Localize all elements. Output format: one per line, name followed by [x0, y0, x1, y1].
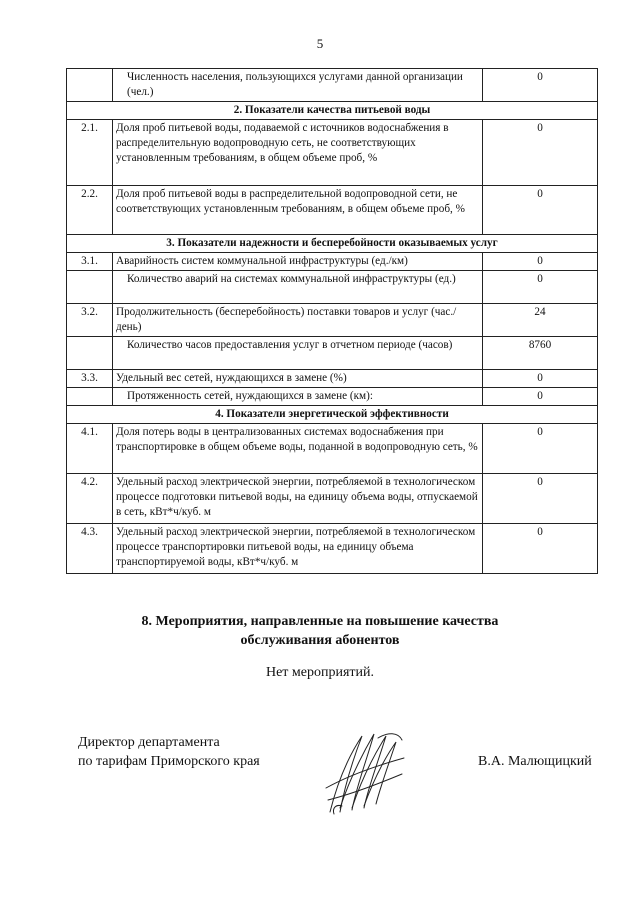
- indicator-name: Продолжительность (бесперебойность) поставки товаров и услуг (час./день): [113, 304, 483, 337]
- indicator-value: 0: [483, 69, 598, 102]
- indicator-value: 24: [483, 304, 598, 337]
- indicator-name: Доля потерь воды в централизованных системах водоснабжения при транспортировке в общем объеме воды, поданной в водопроводную сеть, %: [113, 424, 483, 474]
- row-number: [67, 271, 113, 304]
- row-number: 2.2.: [67, 186, 113, 235]
- section-title: 3. Показатели надежности и бесперебойности оказываемых услуг: [67, 235, 598, 253]
- row-number: 3.3.: [67, 370, 113, 388]
- row-number: [67, 337, 113, 370]
- indicators-table-body: [67, 69, 598, 574]
- indicator-value: 8760: [483, 337, 598, 370]
- indicator-name: Численность населения, пользующихся услугами данной организации (чел.): [113, 69, 483, 102]
- section-header-row: [67, 102, 598, 120]
- table-row: [67, 388, 598, 406]
- page-number: 5: [316, 36, 324, 51]
- table-row: [67, 120, 598, 186]
- row-number: 4.1.: [67, 424, 113, 474]
- indicator-name: Количество часов предоставления услуг в отчетном периоде (часов): [113, 337, 483, 370]
- table-row: [67, 474, 598, 524]
- section8-heading-line2: обслуживания абонентов: [240, 633, 400, 648]
- indicator-name: Доля проб питьевой воды, подаваемой с источников водоснабжения в распределительную водопроводную сеть, не соответствующих установленным требованиям, в общем объеме проб, %: [113, 120, 483, 186]
- section-header-row: [67, 235, 598, 253]
- indicator-value: 0: [483, 524, 598, 574]
- signer-name: В.А. Малющицкий: [478, 754, 592, 769]
- indicator-value: 0: [483, 424, 598, 474]
- table-row: [67, 69, 598, 102]
- table-row: [67, 186, 598, 235]
- indicator-value: 0: [483, 271, 598, 304]
- section8-heading-line1: 8. Мероприятия, направленные на повышение качества: [141, 614, 499, 629]
- row-number: [67, 388, 113, 406]
- indicator-name: Аварийность систем коммунальной инфраструктуры (ед./км): [113, 253, 483, 271]
- signer-position-line2: по тарифам Приморского края: [78, 754, 260, 769]
- row-number: 2.1.: [67, 120, 113, 186]
- indicator-value: 0: [483, 474, 598, 524]
- row-number: [67, 69, 113, 102]
- section-title: 4. Показатели энергетической эффективности: [67, 406, 598, 424]
- indicator-value: 0: [483, 120, 598, 186]
- indicator-value: 0: [483, 253, 598, 271]
- table-row: [67, 424, 598, 474]
- indicators-table: [66, 68, 598, 574]
- table-row: [67, 304, 598, 337]
- table-row: [67, 370, 598, 388]
- section-title: 2. Показатели качества питьевой воды: [67, 102, 598, 120]
- table-row: [67, 253, 598, 271]
- row-number: 4.3.: [67, 524, 113, 574]
- table-row: [67, 271, 598, 304]
- indicator-value: 0: [483, 388, 598, 406]
- indicator-value: 0: [483, 186, 598, 235]
- indicator-name: Удельный вес сетей, нуждающихся в замене (%): [113, 370, 483, 388]
- indicator-name: Протяженность сетей, нуждающихся в замене (км):: [113, 388, 483, 406]
- indicator-value: 0: [483, 370, 598, 388]
- section8-heading: [0, 612, 640, 650]
- table-row: [67, 524, 598, 574]
- indicator-name: Удельный расход электрической энергии, потребляемой в технологическом процессе подготовки питьевой воды, на единицу объема воды, отпускаемой в сеть, кВт*ч/куб. м: [113, 474, 483, 524]
- table-row: [67, 337, 598, 370]
- row-number: 3.2.: [67, 304, 113, 337]
- indicator-name: Доля проб питьевой воды в распределительной водопроводной сети, не соответствующих установленным требованиям, в общем объеме проб, %: [113, 186, 483, 235]
- signer-position-line1: Директор департамента: [78, 735, 220, 750]
- indicator-name: Количество аварий на системах коммунальной инфраструктуры (ед.): [113, 271, 483, 304]
- row-number: 3.1.: [67, 253, 113, 271]
- section-header-row: [67, 406, 598, 424]
- handwritten-signature: [322, 728, 408, 818]
- row-number: 4.2.: [67, 474, 113, 524]
- indicator-name: Удельный расход электрической энергии, потребляемой в технологическом процессе транспортировки питьевой воды, на единицу объема транспортируемой воды, кВт*ч/куб. м: [113, 524, 483, 574]
- signer-position: [78, 733, 260, 771]
- section8-body: Нет мероприятий.: [265, 665, 375, 680]
